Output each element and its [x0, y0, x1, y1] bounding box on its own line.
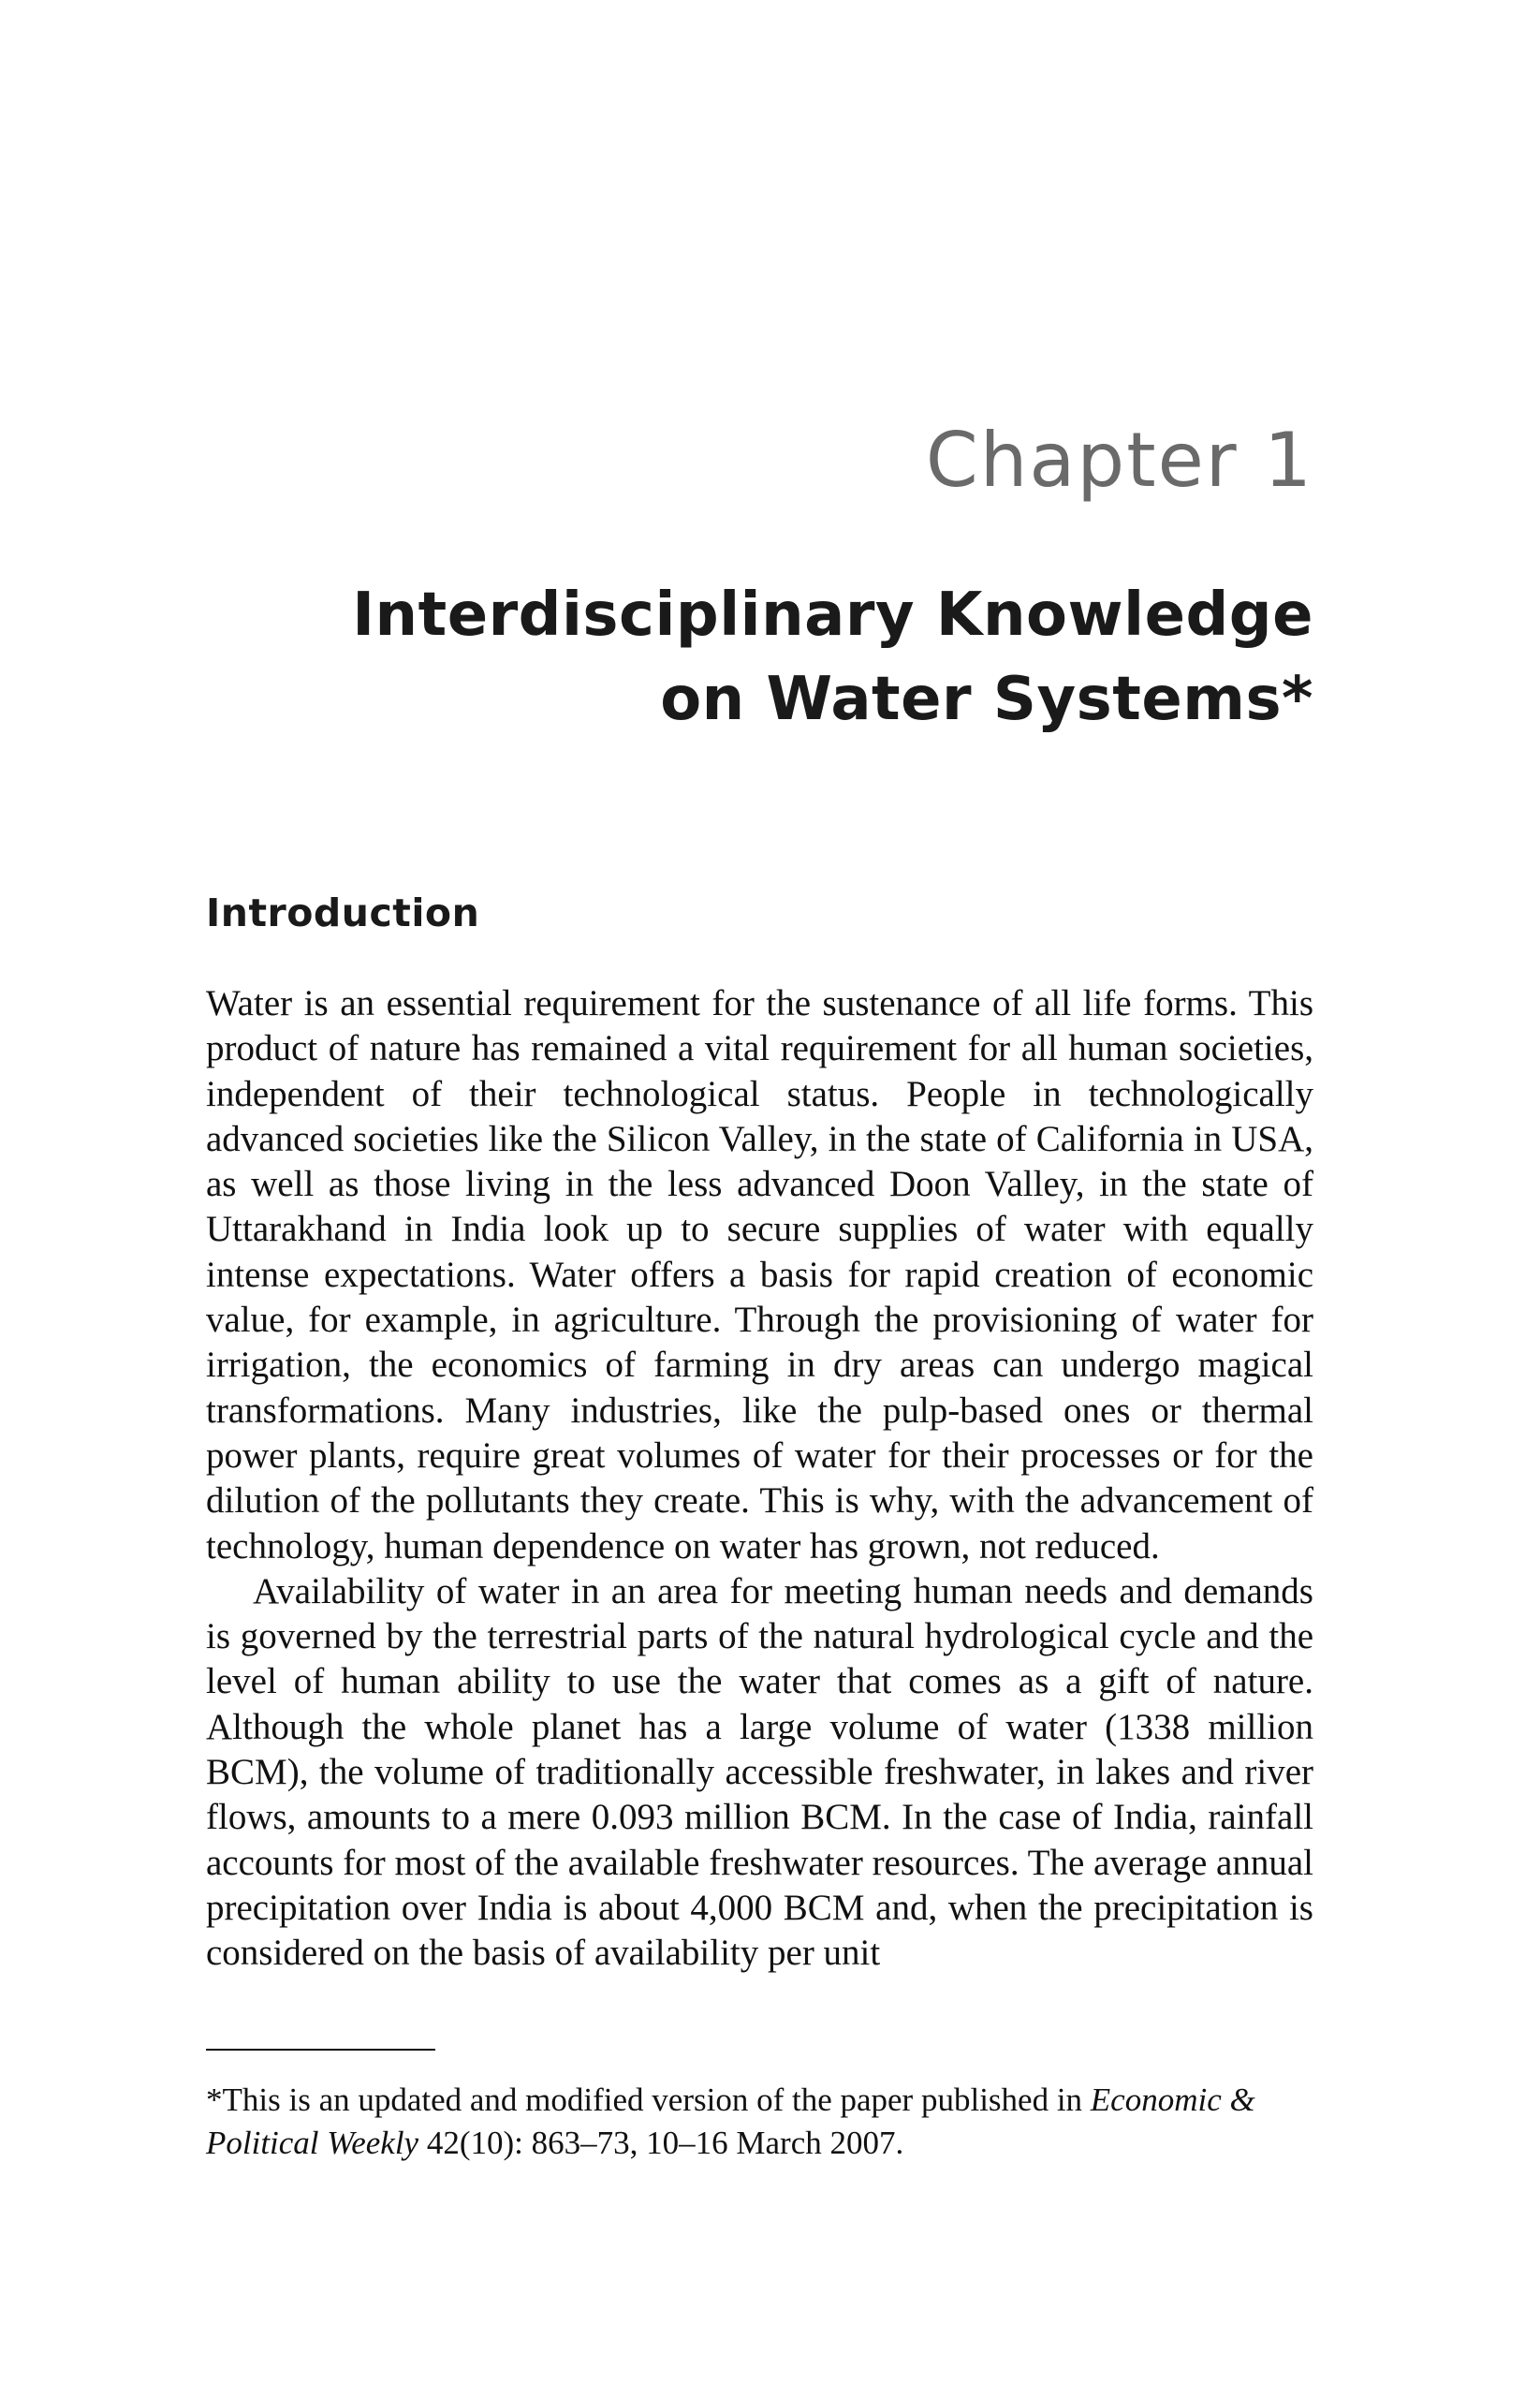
footnote-suffix: 42(10): 863–73, 10–16 March 2007. [418, 2125, 904, 2161]
section-heading: Introduction [206, 890, 480, 935]
paragraph: Water is an essential requirement for the sustenance of all life forms. This product of nature has remained a vital requirement for all human societies, independent of their technological status. People in technologically advanced societies like the Silicon Valley, in the state of California in USA, as well as those living in the less advanced Doon Valley, in the state of Uttarakhand in India look up to secure supplies of water with equally intense expectations. Water offers a basis for rapid creation of economic value, for example, in agriculture. Through the provisioning of water for irrigation, the economics of farming in dry areas can undergo magical transformations. Many industries, like the pulp-based ones or thermal power plants, require great volumes of water for their processes or for the dilution of the pollutants they create. This is why, with the advancement of technology, human dependence on water has grown, not reduced. [206, 983, 1313, 1567]
chapter-title [352, 573, 1313, 742]
footnote-journal: Economic & Political Weekly [206, 2081, 1255, 2161]
chapter-title-line-2: on Water Systems* [660, 665, 1313, 734]
paragraph: Availability of water in an area for meeting human needs and demands is governed by the terrestrial parts of the natural hydrological cycle and the level of human ability to use the water that comes as a gift of nature. Although the whole planet has a large volume of water (1338 million BCM), the volume of traditionally accessible freshwater, in lakes and river flows, amounts to a mere 0.093 million BCM. In the case of India, rainfall accounts for most of the available freshwater resources. The average annual precipitation over India is about 4,000 BCM and, when the precipitation is considered on the basis of availability per unit [206, 1570, 1313, 1974]
chapter-number: Chapter 1 [925, 417, 1313, 504]
footnote [206, 2079, 1313, 2165]
chapter-title-line-1: Interdisciplinary Knowledge [352, 581, 1313, 650]
footnote-prefix: *This is an updated and modified version of the paper published in [206, 2081, 1091, 2118]
footnote-divider [206, 2049, 435, 2051]
body-text [206, 981, 1313, 1977]
